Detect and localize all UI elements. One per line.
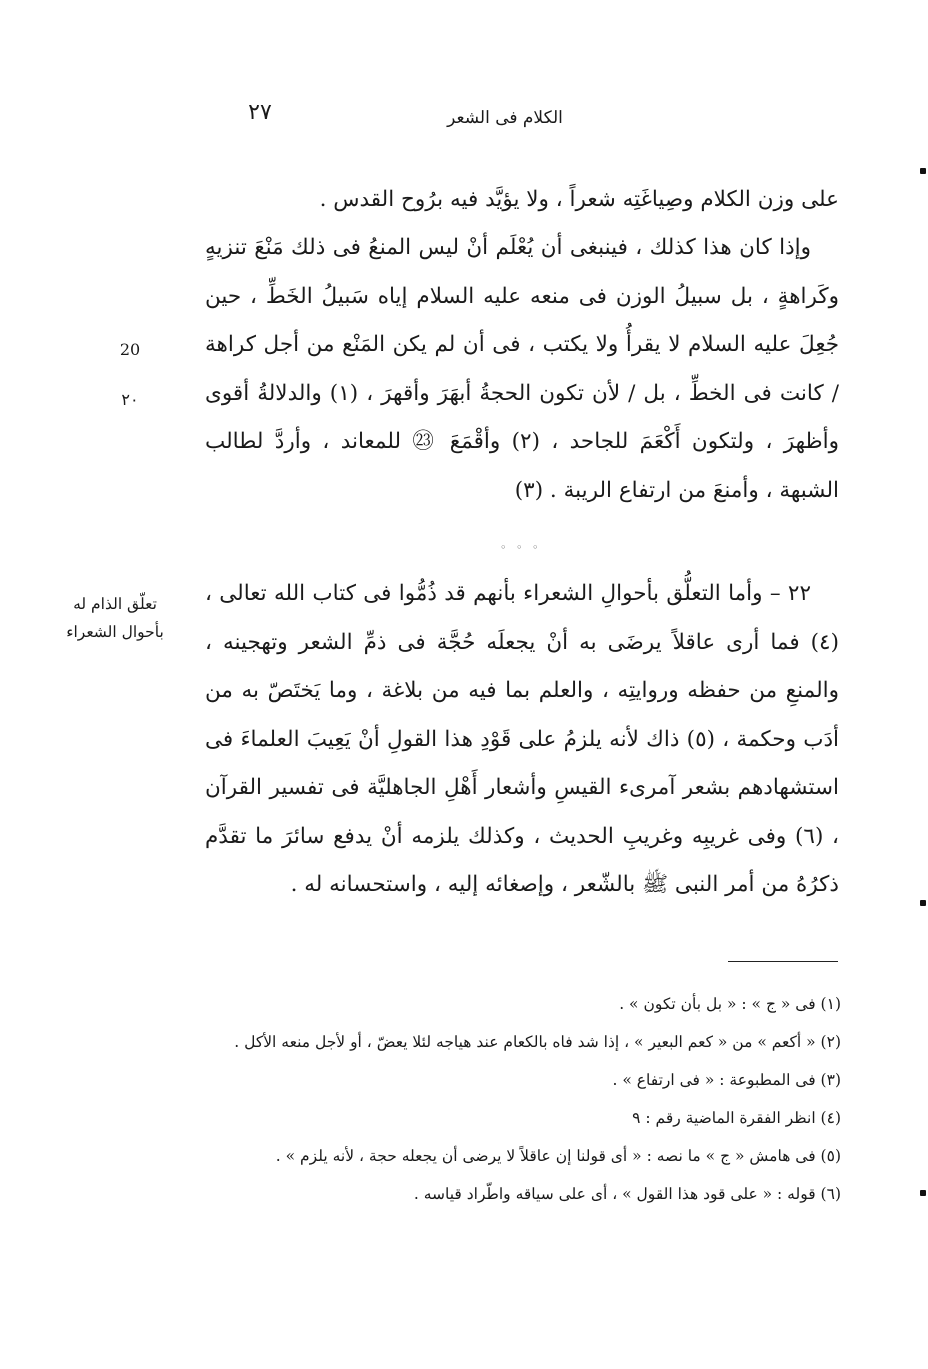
section-separator: ◦ ◦ ◦ — [500, 541, 542, 554]
margin-mark — [920, 1190, 926, 1196]
footnote: (١) فى « ج » : « بل بأن تكون » . — [619, 995, 841, 1013]
footnote-rule — [728, 961, 838, 962]
footnote: (٤) انظر الفقرة الماضية رقم : ٩ — [632, 1109, 841, 1127]
footnote: (٣) فى المطبوعة : « فى ارتفاع » . — [612, 1071, 841, 1089]
paragraph-continuation: على وزن الكلام وصِياغَتِه شعراً ، ولا يؤيَّد فيه برُوح القدس . — [319, 187, 839, 212]
margin-line-number: 20 — [119, 340, 141, 359]
footnote: (٦) قوله : « على قود هذا القول » ، أى على سياقه واطّراد قياسه . — [413, 1185, 841, 1203]
page-number: ٢٧ — [248, 100, 272, 125]
margin-mark — [920, 900, 926, 906]
paragraph-22: ٢٢ – وأما التعلُّق بأحوالِ الشعراء بأنهم قد ذُمُّوا فى كتاب الله تعالى ، (٤) فما أرى عاقلاً يرضَى به أنْ يجعلَه حُجَّة فى ذمِّ الشعر وتهجينه ، والمنعِ من حفظه وروايتِه ، والعلم بما فيه من بلاغة ، وما يَختَصّ به من أدَب وحكمة ، (٥) ذاك لأنه يلزمُ على قَوْدِ هذا القولِ أنْ يَعِيبَ العلماءَ فى استشهادهم بشعر آمرىء القيسِ وأشعار أَهْلِ الجاهليَّة فى تفسير القرآن ، (٦) وفى غريبِه وغريبِ الحديث ، وكذلك يلزمه أنْ يدفع سائرَ ما تقدَّم ذكرُهُ من أمر النبى ﷺ بالشّعر ، وإصغائه إليه ، واستحسانه له . — [205, 581, 840, 897]
side-note: تعلّق الذام له بأحوال الشعراء — [66, 595, 164, 641]
footnotes — [195, 985, 841, 1213]
paragraph: وإذا كان هذا كذلك ، فينبغى أن يُعْلَم أنْ ليس المنعُ فى ذلك مَنْعَ تنزيهٍ وكَراهةٍ ، بل سبيلُ الوزن فى منعه عليه السلام إياه سَبيلُ الخَطِّ ، حين جُعِلَ عليه السلام لا يقرأُ ولا يكتب ، فى أن لم يكن المَنْع من أجل كراهة / كانت فى الخطِّ ، بل / لأن تكون الحجةُ أبهَرَ وأقهرَ ، (١) والدلالةُ أقوى وأظهرَ ، ولتكون أَكْعَمَ للجاحد ، (٢) وأقْمَعَ ㉓ للمعاند ، وأردَّ لطالب الشبهة ، وأمنعَ من ارتفاع الريبة . (٣) — [205, 235, 839, 503]
footnote: (٢) « أكعم » من « كعم البعير » ، إذا شد فاه بالكعام عند هياجه لئلا يعضّ ، أو لأجل منعه الأكل . — [234, 1033, 841, 1051]
running-header-title: الكلام فى الشعر — [447, 108, 563, 128]
margin-line-number: ٢٠ — [121, 390, 139, 409]
margin-mark — [920, 168, 926, 174]
footnote: (٥) فى هامش « ج » ما نصه : « أى قولنا إن عاقلاً لا يرضى أن يجعله حجة ، لأنه يلزم » . — [275, 1147, 841, 1165]
